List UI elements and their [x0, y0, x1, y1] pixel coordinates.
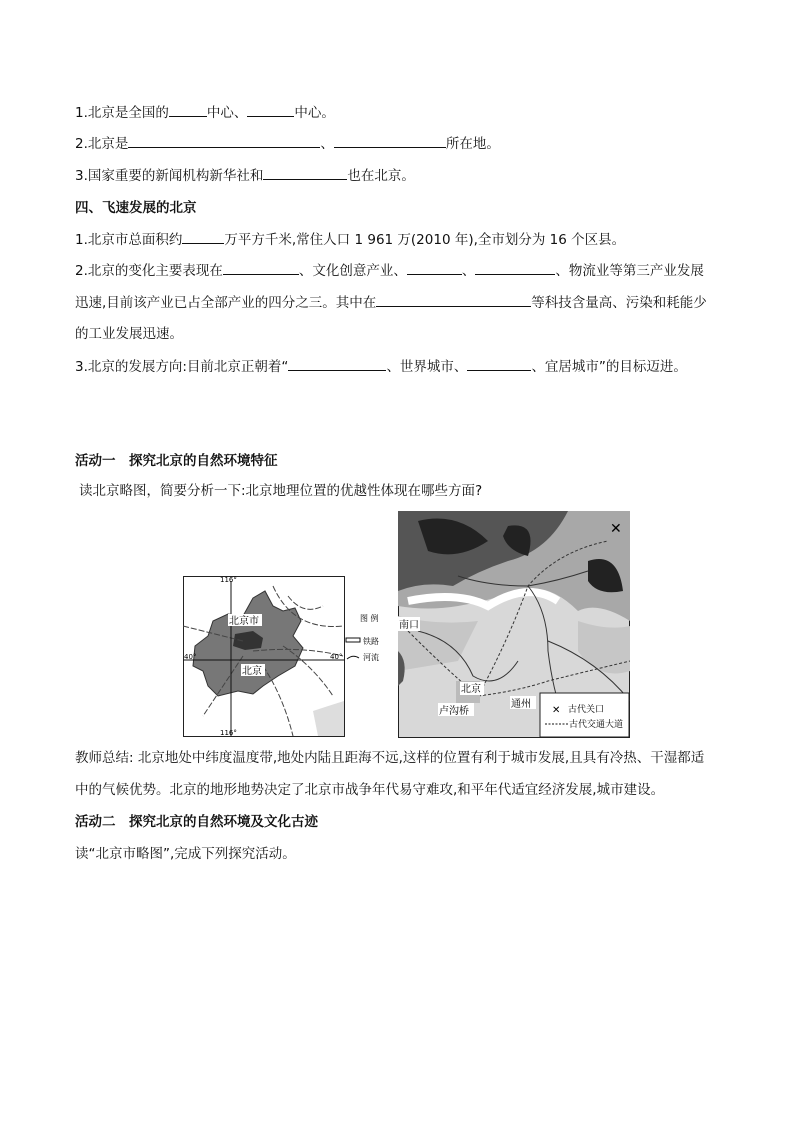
text: 所在地。: [445, 136, 500, 152]
answer-blank[interactable]: [128, 134, 320, 148]
text: 2.北京的变化主要表现在: [75, 263, 223, 279]
railway-legend-icon: [346, 638, 360, 642]
label-nankou: 南口: [399, 620, 419, 631]
text: 1.北京是全国的: [75, 105, 169, 121]
activity2-prompt: 读“北京市略图”,完成下列探究活动。: [75, 846, 296, 862]
text: 、物流业等第三产业发展: [555, 263, 704, 279]
answer-blank[interactable]: [223, 261, 299, 275]
label-tongzhou: 通州: [511, 699, 531, 710]
q3-2: [75, 134, 500, 153]
text: 3.国家重要的新闻机构新华社和: [75, 168, 264, 184]
text: 中心、: [206, 105, 248, 121]
q4-1: [75, 230, 625, 249]
text: 迅速,目前该产业已占全部产业的四分之三。其中在: [75, 295, 377, 311]
answer-blank[interactable]: [475, 261, 555, 275]
legend-title: 图 例: [360, 614, 379, 623]
text: 3.北京的发展方向:目前北京正朝着“: [75, 359, 289, 375]
legend-road: 古代交通大道: [569, 720, 624, 730]
section4-heading: 四、飞速发展的北京: [75, 200, 197, 216]
ancient-pass-icon: ✕: [610, 521, 622, 537]
answer-blank[interactable]: [467, 357, 531, 371]
q4-2-cont: [75, 293, 707, 312]
legend-river: 河流: [363, 653, 379, 662]
activity1-prompt: 读北京略图，简要分析一下:北京地理位置的优越性体现在哪些方面?: [79, 483, 483, 499]
text: 、世界城市、: [386, 359, 468, 375]
beijing-sketch-map: [183, 576, 398, 738]
teacher-summary-line2: 中的气候优势。北京的地形地势决定了北京市战争年代易守难攻,和平年代适宜经济发展,城市建设。: [75, 782, 665, 798]
text: 、宜居城市”的目标迈进。: [531, 359, 687, 375]
lat-label-left: 40°: [184, 653, 197, 661]
q4-2: [75, 261, 704, 280]
beijing-terrain-map: [398, 511, 630, 738]
label-beijing-city: 北京市: [229, 616, 259, 627]
answer-blank[interactable]: [376, 293, 531, 307]
text: 1.北京市总面积约: [75, 232, 183, 248]
label-lugouqiao: 卢沟桥: [439, 706, 469, 717]
legend-railway: 铁路: [363, 637, 379, 646]
text: 中心。: [294, 105, 335, 121]
pass-legend-icon: ✕: [552, 705, 561, 716]
lon-label-top: 116°: [220, 576, 237, 584]
answer-blank[interactable]: [288, 357, 386, 371]
q3-3: [75, 166, 415, 185]
q4-2-end: 的工业发展迅速。: [75, 326, 183, 342]
lon-label-bottom: 116°: [220, 729, 237, 737]
text: 2.北京是: [75, 136, 129, 152]
text: 等科技含量高、污染和耗能少: [531, 295, 707, 311]
text: 万平方千米,常住人口 1 961 万(2010 年),全市划分为 16 个区县。: [224, 232, 626, 248]
answer-blank[interactable]: [407, 261, 462, 275]
answer-blank[interactable]: [169, 103, 207, 117]
text: 、: [320, 136, 334, 152]
text: 也在北京。: [347, 168, 415, 184]
text: 、文化创意产业、: [298, 263, 407, 279]
answer-blank[interactable]: [247, 103, 294, 117]
activity2-heading: 活动二 探究北京的自然环境及文化古迹: [75, 814, 318, 830]
label-beijing: 北京: [461, 684, 481, 695]
answer-blank[interactable]: [334, 134, 446, 148]
river-legend-icon: [347, 656, 359, 659]
label-beijing: 北京: [242, 666, 262, 677]
text: 、: [461, 263, 476, 279]
teacher-summary-line1: 教师总结: 北京地处中纬度温度带,地处内陆且距海不远,这样的位置有利于城市发展,且具有冷热、干湿都适: [75, 750, 705, 766]
activity1-heading: 活动一 探究北京的自然环境特征: [75, 453, 278, 469]
answer-blank[interactable]: [182, 230, 224, 244]
q3-1: [75, 103, 335, 122]
answer-blank[interactable]: [263, 166, 347, 180]
lat-label-right: 40°: [330, 653, 343, 661]
legend-pass: 古代关口: [568, 705, 605, 715]
q4-3: [75, 357, 687, 376]
